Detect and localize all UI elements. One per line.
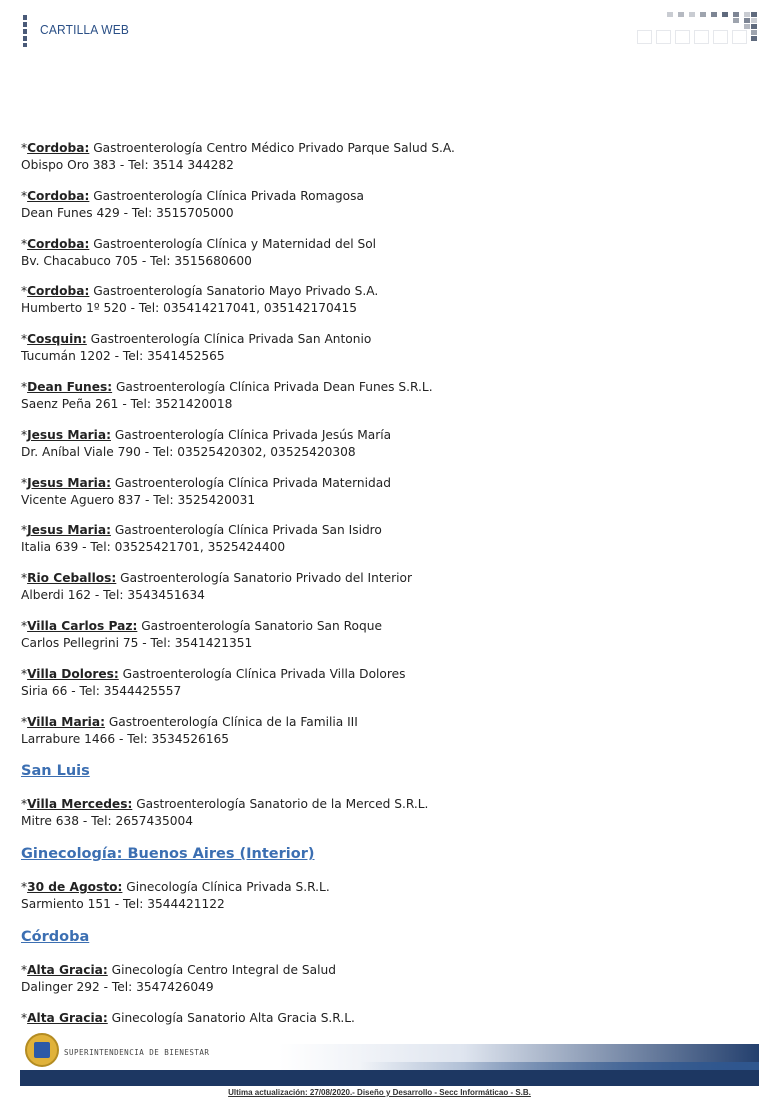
- provider-city-link[interactable]: Villa Mercedes:: [27, 797, 133, 812]
- page-footer: [0, 1028, 759, 1101]
- provider-line: *Villa Carlos Paz: Gastroenterología Sanatorio San Roque: [21, 618, 382, 633]
- pixel-outline-square: [713, 30, 728, 44]
- provider-name: Gastroenterología Sanatorio de la Merced S.R.L.: [136, 797, 429, 812]
- provider-line: *Cordoba: Gastroenterología Clínica Privada Romagosa: [21, 188, 364, 203]
- provider-city-link[interactable]: Cordoba:: [27, 236, 90, 251]
- pixel-square: [722, 12, 728, 17]
- provider-address: Tucumán 1202 - Tel: 3541452565: [21, 349, 225, 364]
- provider-name: Ginecología Sanatorio Alta Gracia S.R.L.: [111, 1010, 355, 1025]
- pixel-square: [667, 12, 673, 17]
- provider-city-link[interactable]: Cordoba:: [27, 188, 90, 203]
- provider-line: *Cordoba: Gastroenterología Clínica y Maternidad del Sol: [21, 236, 377, 251]
- pixel-square: [733, 12, 739, 17]
- provider-name: Gastroenterología Sanatorio San Roque: [141, 618, 382, 633]
- provider-city-link[interactable]: Jesus Maria:: [27, 475, 111, 490]
- provider-name: Gastroenterología Sanatorio Mayo Privado S.A.: [93, 284, 379, 299]
- pixel-square: [700, 12, 706, 17]
- pixel-square: [689, 12, 695, 17]
- pixel-square: [711, 12, 717, 17]
- provider-line: *Villa Dolores: Gastroenterología Clínica Privada Villa Dolores: [21, 666, 406, 681]
- provider-entry: [21, 618, 741, 652]
- pixel-outline-square: [656, 30, 671, 44]
- pixel-square: [744, 12, 750, 17]
- provider-name: Gastroenterología Clínica Privada Villa Dolores: [122, 666, 406, 681]
- provider-line: *Alta Gracia: Ginecología Sanatorio Alta Gracia S.R.L.: [21, 1010, 355, 1025]
- header-accent-bar: [23, 15, 27, 47]
- provider-city-link[interactable]: Cordoba:: [27, 284, 90, 299]
- provider-entry: [21, 427, 741, 461]
- pixel-square: [751, 18, 757, 23]
- provider-line: *Alta Gracia: Ginecología Centro Integral de Salud: [21, 962, 336, 977]
- provider-address: Dean Funes 429 - Tel: 3515705000: [21, 205, 234, 220]
- provider-line: *Villa Mercedes: Gastroenterología Sanatorio de la Merced S.R.L.: [21, 797, 429, 812]
- directory-listing: [21, 140, 741, 1041]
- provider-name: Gastroenterología Clínica Privada Jesús María: [114, 427, 392, 442]
- provider-entry: [21, 379, 741, 413]
- provider-name: Ginecología Centro Integral de Salud: [111, 962, 336, 977]
- provider-city-link[interactable]: Alta Gracia:: [27, 962, 108, 977]
- provider-entry: [21, 188, 741, 222]
- provider-address: Dr. Aníbal Viale 790 - Tel: 03525420302, 03525420308: [21, 444, 356, 459]
- provider-entry: [21, 570, 741, 604]
- provider-name: Gastroenterología Sanatorio Privado del Interior: [120, 571, 413, 586]
- provider-line: *Jesus Maria: Gastroenterología Clínica Privada Maternidad: [21, 475, 391, 490]
- provider-address: Alberdi 162 - Tel: 3543451634: [21, 588, 205, 603]
- provider-line: *Rio Ceballos: Gastroenterología Sanatorio Privado del Interior: [21, 571, 413, 586]
- section-title[interactable]: Córdoba: [21, 928, 90, 945]
- pixel-outline-square: [637, 30, 652, 44]
- pixel-square: [744, 18, 750, 23]
- footer-stripe-light: [360, 1062, 759, 1070]
- provider-address: Vicente Aguero 837 - Tel: 3525420031: [21, 492, 256, 507]
- provider-city-link[interactable]: Jesus Maria:: [27, 427, 111, 442]
- provider-name: Gastroenterología Clínica Privada San Antonio: [90, 332, 372, 347]
- provider-city-link[interactable]: Jesus Maria:: [27, 523, 111, 538]
- provider-name: Gastroenterología Clínica Privada Dean Funes S.R.L.: [115, 379, 433, 394]
- last-update-line: Ultima actualización: 27/08/2020.- Diseño y Desarrollo - Secc Informáticao - S.B.: [228, 1088, 531, 1097]
- provider-line: *Jesus Maria: Gastroenterología Clínica Privada San Isidro: [21, 523, 382, 538]
- provider-city-link[interactable]: Cosquin:: [27, 332, 87, 347]
- provider-address: Italia 639 - Tel: 03525421701, 3525424400: [21, 540, 286, 555]
- provider-address: Bv. Chacabuco 705 - Tel: 3515680600: [21, 253, 252, 268]
- pixel-square: [733, 18, 739, 23]
- section-title[interactable]: San Luis: [21, 763, 90, 780]
- provider-address: Saenz Peña 261 - Tel: 3521420018: [21, 396, 233, 411]
- provider-address: Larrabure 1466 - Tel: 3534526165: [21, 731, 230, 746]
- provider-name: Gastroenterología Clínica Privada San Isidro: [114, 523, 382, 538]
- provider-name: Ginecología Clínica Privada S.R.L.: [126, 880, 330, 895]
- provider-line: *Cosquin: Gastroenterología Clínica Privada San Antonio: [21, 332, 372, 347]
- provider-city-link[interactable]: Dean Funes:: [27, 379, 113, 394]
- page-header: [0, 0, 759, 60]
- provider-address: Carlos Pellegrini 75 - Tel: 3541421351: [21, 635, 253, 650]
- provider-line: *Cordoba: Gastroenterología Centro Médico Privado Parque Salud S.A.: [21, 141, 455, 155]
- pixel-square: [751, 36, 757, 41]
- provider-city-link[interactable]: Villa Carlos Paz:: [27, 618, 138, 633]
- provider-entry: [21, 140, 741, 174]
- provider-city-link[interactable]: Alta Gracia:: [27, 1010, 108, 1025]
- provider-entry: [21, 714, 741, 748]
- provider-city-link[interactable]: Villa Dolores:: [27, 666, 119, 681]
- provider-name: Gastroenterología Centro Médico Privado Parque Salud S.A.: [93, 141, 455, 155]
- logo-shield-icon: [34, 1042, 50, 1058]
- provider-line: *30 de Agosto: Ginecología Clínica Privada S.R.L.: [21, 880, 330, 895]
- provider-name: Gastroenterología Clínica Privada Maternidad: [114, 475, 391, 490]
- provider-line: *Jesus Maria: Gastroenterología Clínica Privada Jesús María: [21, 427, 392, 442]
- provider-name: Gastroenterología Clínica Privada Romagosa: [93, 188, 364, 203]
- provider-line: *Dean Funes: Gastroenterología Clínica Privada Dean Funes S.R.L.: [21, 379, 433, 394]
- pixel-outline-square: [732, 30, 747, 44]
- provider-line: *Cordoba: Gastroenterología Sanatorio Mayo Privado S.A.: [21, 284, 379, 299]
- provider-entry: [21, 236, 741, 270]
- provider-address: Mitre 638 - Tel: 2657435004: [21, 814, 193, 829]
- provider-city-link[interactable]: Cordoba:: [27, 141, 90, 155]
- provider-city-link[interactable]: Villa Maria:: [27, 714, 105, 729]
- provider-entry: [21, 962, 741, 996]
- organization-name: SUPERINTENDENCIA DE BIENESTAR: [64, 1048, 210, 1057]
- footer-stripe-dark: [20, 1070, 759, 1086]
- pixel-square: [751, 24, 757, 29]
- provider-entry: [21, 283, 741, 317]
- provider-address: Dalinger 292 - Tel: 3547426049: [21, 979, 214, 994]
- provider-entry: [21, 522, 741, 556]
- header-title: CARTILLA WEB: [40, 22, 130, 37]
- pixel-outline-square: [675, 30, 690, 44]
- provider-address: Sarmiento 151 - Tel: 3544421122: [21, 897, 225, 912]
- provider-entry: [21, 475, 741, 509]
- provider-city-link[interactable]: Rio Ceballos:: [27, 571, 117, 586]
- provider-address: Humberto 1º 520 - Tel: 035414217041, 035142170415: [21, 301, 357, 316]
- provider-entry: [21, 666, 741, 700]
- provider-entry: [21, 1010, 741, 1027]
- pixel-square: [678, 12, 684, 17]
- pixel-square: [751, 12, 757, 17]
- provider-address: Obispo Oro 383 - Tel: 3514 344282: [21, 158, 234, 172]
- provider-name: Gastroenterología Clínica de la Familia III: [108, 714, 358, 729]
- pixel-square: [751, 30, 757, 35]
- organization-logo-icon: [25, 1033, 59, 1067]
- provider-city-link[interactable]: 30 de Agosto:: [27, 880, 123, 895]
- provider-line: *Villa Maria: Gastroenterología Clínica de la Familia III: [21, 714, 358, 729]
- header-pixel-pattern: [637, 12, 759, 48]
- provider-address: Siria 66 - Tel: 3544425557: [21, 683, 182, 698]
- provider-entry: [21, 331, 741, 365]
- provider-entry: [21, 796, 741, 830]
- pixel-square: [744, 24, 750, 29]
- pixel-outline-square: [694, 30, 709, 44]
- provider-name: Gastroenterología Clínica y Maternidad del Sol: [93, 236, 377, 251]
- provider-entry: [21, 879, 741, 913]
- section-title[interactable]: Ginecología: Buenos Aires (Interior): [21, 846, 315, 863]
